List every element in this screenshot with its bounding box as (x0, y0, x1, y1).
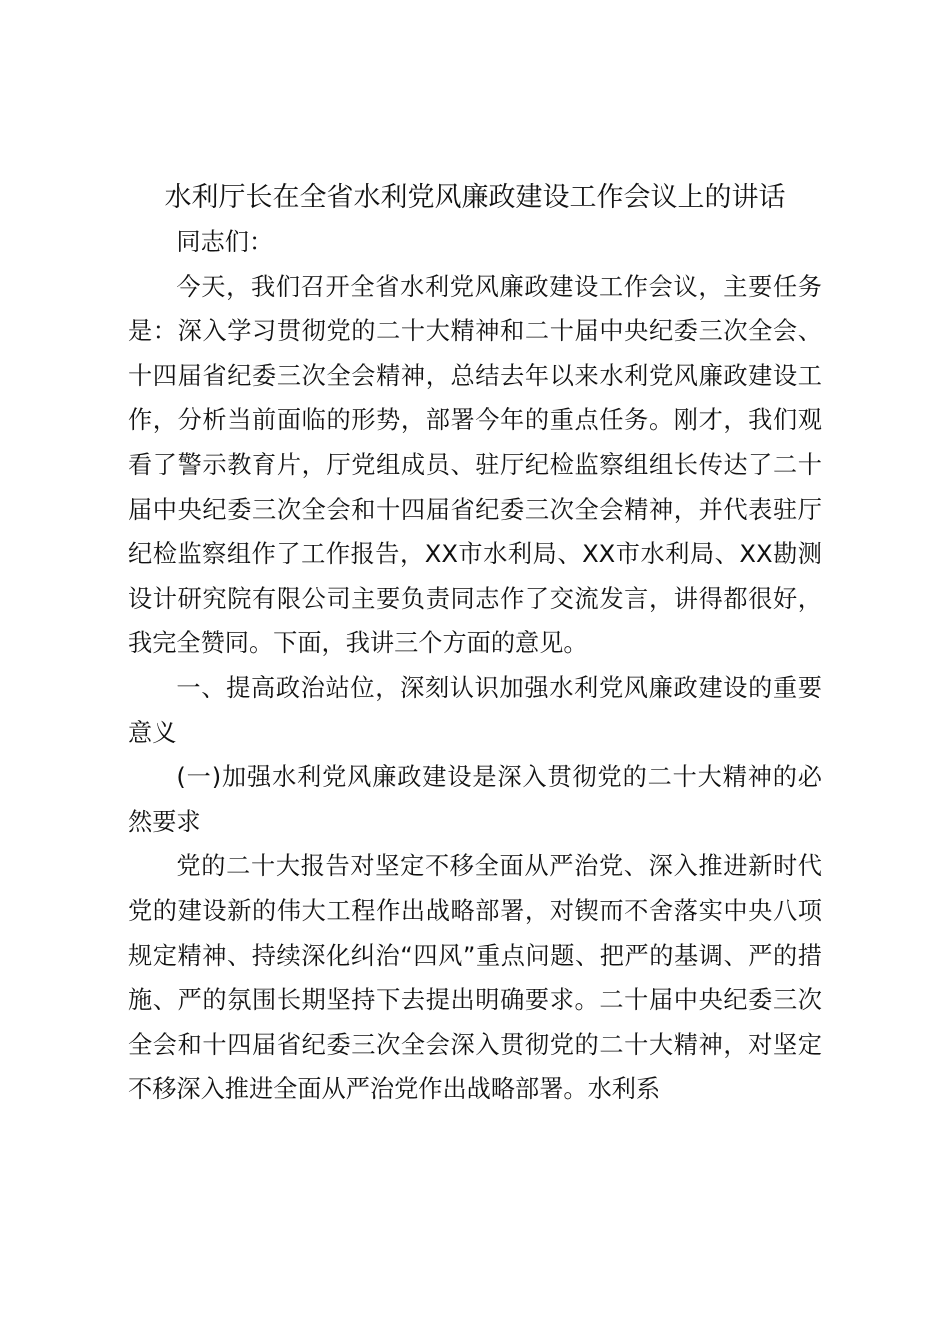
document-title: 水利厅长在全省水利党风廉政建设工作会议上的讲话 (164, 182, 786, 213)
section-heading-1: 一、提高政治站位，深刻认识加强水利党风廉政建设的重要意义 (128, 673, 822, 747)
paragraph-body: 党的二十大报告对坚定不移全面从严治党、深入推进新时代党的建设新的伟大工程作出战略部署，对锲而不舍落实中央八项规定精神、持续深化纠治“四风”重点问题、把严的基调、严的措施、严的氛围长期坚持下去提出明确要求。二十届中央纪委三次全会和十四届省纪委三次全会深入贯彻党的二十大精神，对坚定不移深入推进全面从严治党作出战略部署。水利系 (128, 852, 822, 1104)
subsection-heading-1-1: (一)加强水利党风廉政建设是深入贯彻党的二十大精神的必然要求 (128, 763, 822, 836)
paragraph-intro: 今天，我们召开全省水利党风廉政建设工作会议，主要任务是：深入学习贯彻党的二十大精神和二十届中央纪委三次全会、十四届省纪委三次全会精神，总结去年以来水利党风廉政建设工作，分析当前面临的形势，部署今年的重点任务。刚才，我们观看了警示教育片，厅党组成员、驻厅纪检监察组组长传达了二十届中央纪委三次全会和十四届省纪委三次全会精神，并代表驻厅纪检监察组作了工作报告，XX市水利局、XX市水利局、XX勘测设计研究院有限公司主要负责同志作了交流发言，讲得都很好，我完全赞同。下面，我讲三个方面的意见。 (128, 272, 822, 658)
document-body (128, 176, 822, 1112)
salutation: 同志们： (176, 228, 274, 256)
